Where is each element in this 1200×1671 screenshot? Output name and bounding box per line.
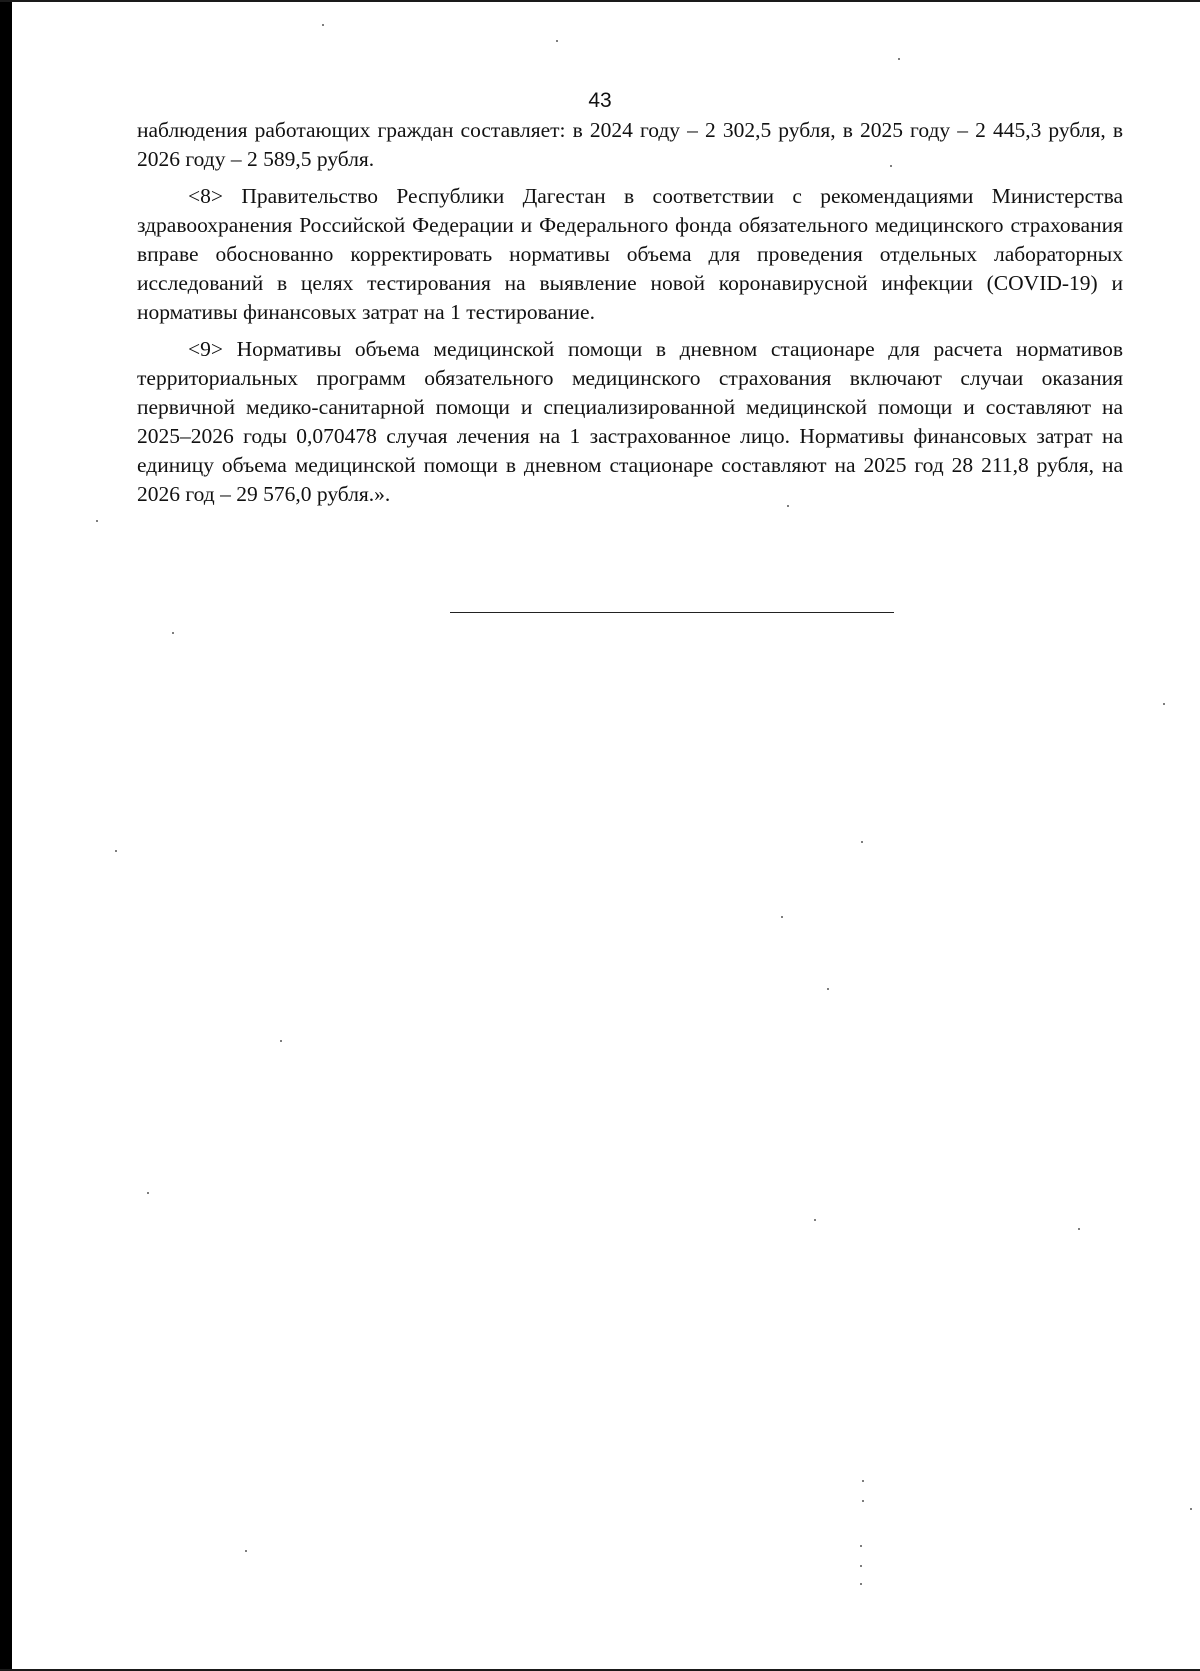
scan-speck [898, 58, 900, 60]
scan-speck [1163, 703, 1165, 705]
paragraph-continuation: наблюдения работающих граждан составляет: в 2024 году – 2 302,5 рубля, в 2025 году – 2 445,3 рубля, в 2026 году – 2 589,5 рубля. [137, 118, 1123, 171]
scan-speck [781, 916, 783, 918]
scan-speck [172, 632, 174, 634]
scan-speck [861, 841, 863, 843]
scan-speck [827, 988, 829, 990]
scan-speck [814, 1219, 816, 1221]
scan-border-top [0, 0, 1200, 2]
scan-speck [862, 1500, 864, 1502]
scan-speck [787, 505, 789, 507]
scan-speck [115, 850, 117, 852]
scan-speck [556, 40, 558, 42]
scan-speck [245, 1550, 247, 1552]
scan-speck [860, 1565, 862, 1567]
page-number: 43 [588, 89, 612, 112]
end-divider-line [450, 612, 894, 613]
scan-speck [860, 1545, 862, 1547]
scan-speck [862, 1480, 864, 1482]
footnote-8: <8> Правительство Республики Дагестан в соответствии с рекомендациями Министерства здравоохранения Российской Федерации и Федерального фонда обязательного медицинского страхования вправе обоснованно корректировать нормативы объема для проведения отдельных лабораторных исследований в целях тестирования на выявление новой коронавирусной инфекции (COVID-19) и нормативы финансовых затрат на 1 тестирование. [137, 184, 1123, 324]
footnote-9: <9> Нормативы объема медицинской помощи в дневном стационаре для расчета нормативов территориальных программ обязательного медицинского страхования включают случаи оказания первичной медико-санитарной помощи и специализированной медицинской помощи и составляют на 2025–2026 годы 0,070478 случая лечения на 1 застрахованное лицо. Нормативы финансовых затрат на единицу объема медицинской помощи в дневном стационаре составляют на 2025 год 28 211,8 рубля, на 2026 год – 29 576,0 рубля.». [137, 337, 1123, 506]
scan-speck [280, 1040, 282, 1042]
scan-speck [96, 520, 98, 522]
scan-border-left [0, 0, 12, 1671]
document-body [137, 116, 1123, 509]
scan-speck [1078, 1228, 1080, 1230]
scan-speck [1190, 1508, 1192, 1510]
scan-speck [147, 1192, 149, 1194]
scan-speck [890, 165, 892, 167]
scan-speck [860, 1583, 862, 1585]
scan-speck [322, 24, 324, 26]
